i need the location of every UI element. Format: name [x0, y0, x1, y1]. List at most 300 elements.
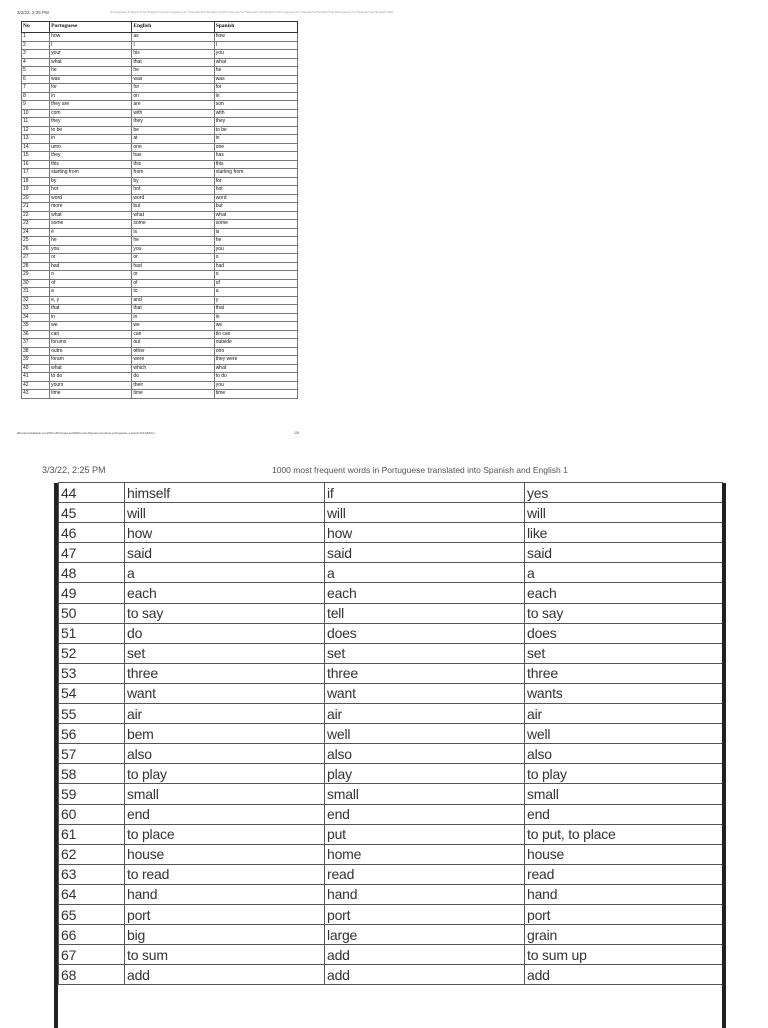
cell-portuguese: this	[50, 160, 132, 169]
cell-portuguese: bem	[125, 724, 325, 744]
cell-english: had	[132, 262, 214, 271]
cell-spanish: had	[214, 262, 297, 271]
cell-no: 11	[22, 118, 50, 127]
cell-spanish: a	[525, 563, 723, 583]
cell-portuguese: said	[125, 543, 325, 563]
cell-no: 10	[22, 109, 50, 118]
word-table-page-2	[58, 482, 723, 985]
cell-spanish: you	[214, 245, 297, 254]
table-row	[22, 143, 298, 152]
cell-spanish: is	[214, 228, 297, 237]
table-row	[59, 724, 723, 744]
cell-spanish: with	[214, 109, 297, 118]
cell-no: 13	[22, 135, 50, 144]
cell-spanish: will	[525, 503, 723, 523]
cell-spanish: some	[214, 220, 297, 229]
cell-no: 44	[59, 483, 125, 503]
cell-spanish: but	[214, 203, 297, 212]
cell-english: was	[132, 75, 214, 84]
cell-no: 17	[22, 169, 50, 178]
cell-spanish: to put, to place	[525, 824, 723, 844]
cell-spanish: port	[525, 904, 723, 924]
cell-no: 63	[59, 864, 125, 884]
table-row	[59, 804, 723, 824]
cell-spanish: well	[525, 724, 723, 744]
cell-spanish: a	[214, 288, 297, 297]
cell-no: 30	[22, 279, 50, 288]
cell-english: read	[325, 864, 525, 884]
cell-spanish: y	[214, 296, 297, 305]
cell-english: is	[132, 228, 214, 237]
cell-no: 68	[59, 965, 125, 985]
table-row	[59, 744, 723, 764]
cell-spanish: that	[214, 305, 297, 314]
table-body	[59, 483, 723, 985]
word-table-page-1	[21, 21, 298, 399]
cell-no: 43	[22, 390, 50, 399]
cell-no: 67	[59, 945, 125, 965]
cell-portuguese: three	[125, 663, 325, 683]
table-body	[22, 33, 298, 399]
cell-no: 18	[22, 177, 50, 186]
cell-portuguese: or	[50, 254, 132, 263]
table-row	[22, 288, 298, 297]
cell-spanish: what	[214, 364, 297, 373]
table-row	[59, 663, 723, 683]
cell-english: their	[132, 381, 214, 390]
cell-spanish: starting from	[214, 169, 297, 178]
cell-english: end	[325, 804, 525, 824]
cell-english: and	[132, 296, 214, 305]
cell-english: we	[132, 322, 214, 331]
table-row	[22, 254, 298, 263]
cell-spanish: house	[525, 844, 723, 864]
cell-english: how	[325, 523, 525, 543]
cell-spanish: for	[214, 84, 297, 93]
cell-english: what	[132, 211, 214, 220]
table-row	[22, 322, 298, 331]
cell-english: you	[132, 245, 214, 254]
page-2	[0, 455, 768, 1024]
table-row	[22, 135, 298, 144]
print-date: 3/3/22, 2:25 PM	[17, 10, 49, 15]
cell-english: port	[325, 904, 525, 924]
table-row	[59, 483, 723, 503]
table-row	[22, 305, 298, 314]
cell-spanish: they	[214, 118, 297, 127]
cell-portuguese: do	[125, 623, 325, 643]
cell-english: tell	[325, 603, 525, 623]
cell-english: this	[132, 160, 214, 169]
table-row	[22, 228, 298, 237]
cell-english: he	[132, 237, 214, 246]
cell-no: 16	[22, 160, 50, 169]
cell-spanish: otro	[214, 347, 297, 356]
cell-no: 21	[22, 203, 50, 212]
table-row	[22, 186, 298, 195]
cell-no: 2	[22, 41, 50, 50]
cell-no: 9	[22, 101, 50, 110]
cell-portuguese: hot	[50, 186, 132, 195]
column-header-portuguese: Portuguese	[50, 22, 132, 33]
cell-spanish: of	[214, 279, 297, 288]
table-row	[59, 945, 723, 965]
cell-spanish: air	[525, 704, 723, 724]
table-row	[22, 109, 298, 118]
column-header-no: No	[22, 22, 50, 33]
cell-spanish: for	[214, 177, 297, 186]
cell-english: that	[132, 58, 214, 67]
cell-portuguese: how	[125, 523, 325, 543]
cell-portuguese: each	[125, 583, 325, 603]
cell-english: I	[132, 41, 214, 50]
cell-english: time	[132, 390, 214, 399]
table-row	[22, 347, 298, 356]
cell-portuguese: we	[50, 322, 132, 331]
cell-no: 20	[22, 194, 50, 203]
cell-spanish: to sum up	[525, 945, 723, 965]
cell-no: 31	[22, 288, 50, 297]
cell-portuguese: outro	[50, 347, 132, 356]
cell-no: 64	[59, 884, 125, 904]
table-row	[59, 704, 723, 724]
table-row	[22, 75, 298, 84]
cell-spanish: like	[525, 523, 723, 543]
cell-portuguese: big	[125, 925, 325, 945]
cell-no: 62	[59, 844, 125, 864]
column-header-spanish: Spanish	[214, 22, 297, 33]
cell-portuguese: in	[50, 135, 132, 144]
cell-no: 56	[59, 724, 125, 744]
cell-portuguese: a	[125, 563, 325, 583]
table-row	[22, 58, 298, 67]
table-row	[59, 884, 723, 904]
table-right-border	[722, 483, 726, 1028]
cell-portuguese: forums	[50, 339, 132, 348]
cell-english: said	[325, 543, 525, 563]
cell-portuguese: he	[50, 237, 132, 246]
cell-portuguese: a	[50, 288, 132, 297]
table-row	[22, 41, 298, 50]
table-row	[22, 152, 298, 161]
cell-english: that	[132, 305, 214, 314]
table-row	[22, 101, 298, 110]
table-row	[22, 220, 298, 229]
table-row	[22, 118, 298, 127]
cell-no: 15	[22, 152, 50, 161]
cell-no: 26	[22, 245, 50, 254]
cell-portuguese: your	[50, 50, 132, 59]
table-row	[59, 563, 723, 583]
cell-no: 59	[59, 784, 125, 804]
cell-spanish: to play	[525, 764, 723, 784]
cell-portuguese: how	[50, 33, 132, 42]
cell-portuguese: for	[50, 84, 132, 93]
table-row	[22, 356, 298, 365]
cell-spanish: tin can	[214, 330, 297, 339]
cell-no: 22	[22, 211, 50, 220]
cell-portuguese: yours	[50, 381, 132, 390]
cell-no: 34	[22, 313, 50, 322]
cell-spanish: you	[214, 381, 297, 390]
cell-no: 53	[59, 663, 125, 683]
cell-no: 7	[22, 84, 50, 93]
cell-english: word	[132, 194, 214, 203]
cell-english: other	[132, 347, 214, 356]
cell-portuguese: add	[125, 965, 325, 985]
cell-spanish: one	[214, 143, 297, 152]
cell-english: put	[325, 824, 525, 844]
table-row	[59, 904, 723, 924]
cell-portuguese: é	[50, 228, 132, 237]
cell-portuguese: some	[50, 220, 132, 229]
table-row	[22, 194, 298, 203]
table-row	[22, 381, 298, 390]
table-row	[59, 864, 723, 884]
cell-portuguese: was	[50, 75, 132, 84]
cell-no: 29	[22, 271, 50, 280]
table-row	[59, 925, 723, 945]
cell-spanish: wants	[525, 683, 723, 703]
cell-portuguese: to read	[125, 864, 325, 884]
table-row	[59, 965, 723, 985]
cell-english: if	[325, 483, 525, 503]
cell-no: 60	[59, 804, 125, 824]
cell-spanish: time	[214, 390, 297, 399]
table-row	[59, 603, 723, 623]
cell-portuguese: what	[50, 211, 132, 220]
cell-spanish: read	[525, 864, 723, 884]
table-row	[22, 203, 298, 212]
cell-spanish: yes	[525, 483, 723, 503]
table-row	[22, 67, 298, 76]
cell-spanish: in	[214, 135, 297, 144]
cell-no: 58	[59, 764, 125, 784]
cell-portuguese: to place	[125, 824, 325, 844]
cell-english: of	[132, 279, 214, 288]
cell-no: 40	[22, 364, 50, 373]
cell-portuguese: in	[50, 92, 132, 101]
cell-english: are	[132, 101, 214, 110]
cell-no: 23	[22, 220, 50, 229]
table-row	[59, 623, 723, 643]
cell-english: or	[132, 271, 214, 280]
cell-no: 6	[22, 75, 50, 84]
cell-portuguese: end	[125, 804, 325, 824]
cell-portuguese: can	[50, 330, 132, 339]
cell-spanish: to be	[214, 126, 297, 135]
cell-english: from	[132, 169, 214, 178]
table-row	[22, 92, 298, 101]
cell-no: 39	[22, 356, 50, 365]
cell-portuguese: what	[50, 58, 132, 67]
page-1	[0, 0, 768, 440]
cell-portuguese: they	[50, 118, 132, 127]
table-row	[22, 296, 298, 305]
table-row	[22, 160, 298, 169]
cell-portuguese: to sum	[125, 945, 325, 965]
cell-spanish: word	[214, 194, 297, 203]
table-row	[59, 824, 723, 844]
cell-spanish: in	[214, 313, 297, 322]
cell-portuguese: they are	[50, 101, 132, 110]
cell-spanish: o	[214, 271, 297, 280]
cell-no: 49	[59, 583, 125, 603]
cell-spanish: grain	[525, 925, 723, 945]
cell-english: a	[325, 563, 525, 583]
cell-spanish: he	[214, 67, 297, 76]
cell-spanish: small	[525, 784, 723, 804]
table-row	[22, 84, 298, 93]
table-row	[22, 279, 298, 288]
cell-portuguese: to be	[50, 126, 132, 135]
cell-spanish: what	[214, 211, 297, 220]
cell-portuguese: e, y	[50, 296, 132, 305]
cell-no: 61	[59, 824, 125, 844]
cell-no: 24	[22, 228, 50, 237]
cell-english: by	[132, 177, 214, 186]
cell-spanish: add	[525, 965, 723, 985]
cell-spanish: end	[525, 804, 723, 824]
print-date: 3/3/22, 2:25 PM	[42, 465, 106, 475]
cell-portuguese: port	[125, 904, 325, 924]
table-row	[59, 583, 723, 603]
cell-portuguese: what	[50, 364, 132, 373]
cell-english: hand	[325, 884, 525, 904]
cell-no: 32	[22, 296, 50, 305]
cell-english: hot	[132, 186, 214, 195]
cell-english: were	[132, 356, 214, 365]
cell-english: out	[132, 339, 214, 348]
cell-english: each	[325, 583, 525, 603]
cell-portuguese: foram	[50, 356, 132, 365]
cell-no: 37	[22, 339, 50, 348]
cell-no: 8	[22, 92, 50, 101]
table-row	[59, 844, 723, 864]
cell-no: 33	[22, 305, 50, 314]
cell-spanish: hot	[214, 186, 297, 195]
cell-portuguese: you	[50, 245, 132, 254]
page-title: 1000 most frequent words in Portuguese translated into Spanish and English 1	[272, 465, 568, 475]
cell-english: his	[132, 50, 214, 59]
cell-portuguese: house	[125, 844, 325, 864]
table-row	[22, 313, 298, 322]
cell-spanish: outside	[214, 339, 297, 348]
cell-portuguese: set	[125, 643, 325, 663]
cell-english: air	[325, 704, 525, 724]
cell-spanish: each	[525, 583, 723, 603]
cell-spanish: to do	[214, 373, 297, 382]
cell-spanish: said	[525, 543, 723, 563]
cell-no: 5	[22, 67, 50, 76]
cell-no: 52	[59, 643, 125, 663]
cell-english: which	[132, 364, 214, 373]
cell-spanish: has	[214, 152, 297, 161]
table-header-row	[22, 22, 298, 33]
cell-portuguese: want	[125, 683, 325, 703]
cell-english: set	[325, 643, 525, 663]
cell-no: 36	[22, 330, 50, 339]
cell-english: play	[325, 764, 525, 784]
cell-no: 14	[22, 143, 50, 152]
cell-english: one	[132, 143, 214, 152]
cell-english: want	[325, 683, 525, 703]
cell-no: 46	[59, 523, 125, 543]
cell-spanish: hand	[525, 884, 723, 904]
cell-portuguese: air	[125, 704, 325, 724]
table-row	[22, 237, 298, 246]
table-row	[22, 126, 298, 135]
cell-spanish: to say	[525, 603, 723, 623]
cell-portuguese: hand	[125, 884, 325, 904]
cell-english: can	[132, 330, 214, 339]
cell-portuguese: starting from	[50, 169, 132, 178]
cell-no: 35	[22, 322, 50, 331]
cell-english: or	[132, 254, 214, 263]
cell-portuguese: small	[125, 784, 325, 804]
cell-no: 51	[59, 623, 125, 643]
cell-portuguese: that	[50, 305, 132, 314]
cell-spanish: they were	[214, 356, 297, 365]
cell-portuguese: word	[50, 194, 132, 203]
table-row	[22, 169, 298, 178]
cell-english: three	[325, 663, 525, 683]
print-header-tags: [Portuguese^1^Spanish^for^English^how] [Portuguese^for^Spanish^and^English^as] [Portuguese^for^Spanish^and^English^I] [Portuguese^for^Spanish^for^English^his] [Portuguese^for^Spanish^that^English^that]	[110, 10, 394, 14]
cell-no: 3	[22, 50, 50, 59]
cell-no: 45	[59, 503, 125, 523]
cell-no: 48	[59, 563, 125, 583]
cell-english: with	[132, 109, 214, 118]
cell-no: 50	[59, 603, 125, 623]
table-row	[22, 50, 298, 59]
cell-english: they	[132, 118, 214, 127]
cell-portuguese: himself	[125, 483, 325, 503]
cell-english: add	[325, 965, 525, 985]
cell-no: 27	[22, 254, 50, 263]
table-row	[22, 390, 298, 399]
table-row	[22, 330, 298, 339]
cell-english: on	[132, 92, 214, 101]
cell-no: 42	[22, 381, 50, 390]
table-row	[22, 339, 298, 348]
cell-portuguese: he	[50, 67, 132, 76]
cell-english: for	[132, 84, 214, 93]
cell-spanish: he	[214, 237, 297, 246]
cell-english: large	[325, 925, 525, 945]
cell-portuguese: umo	[50, 143, 132, 152]
cell-portuguese: more	[50, 203, 132, 212]
cell-no: 66	[59, 925, 125, 945]
table-row	[59, 503, 723, 523]
cell-portuguese: o	[50, 271, 132, 280]
cell-portuguese: in	[50, 313, 132, 322]
table-row	[22, 271, 298, 280]
cell-portuguese: had	[50, 262, 132, 271]
cell-no: 47	[59, 543, 125, 563]
cell-spanish: what	[214, 58, 297, 67]
table-row	[22, 177, 298, 186]
table-row	[59, 683, 723, 703]
cell-no: 41	[22, 373, 50, 382]
cell-portuguese: also	[125, 744, 325, 764]
column-header-english: English	[132, 22, 214, 33]
cell-spanish: set	[525, 643, 723, 663]
cell-spanish: also	[525, 744, 723, 764]
cell-no: 4	[22, 58, 50, 67]
cell-english: to	[132, 288, 214, 297]
table-row	[22, 33, 298, 42]
table-row	[59, 523, 723, 543]
